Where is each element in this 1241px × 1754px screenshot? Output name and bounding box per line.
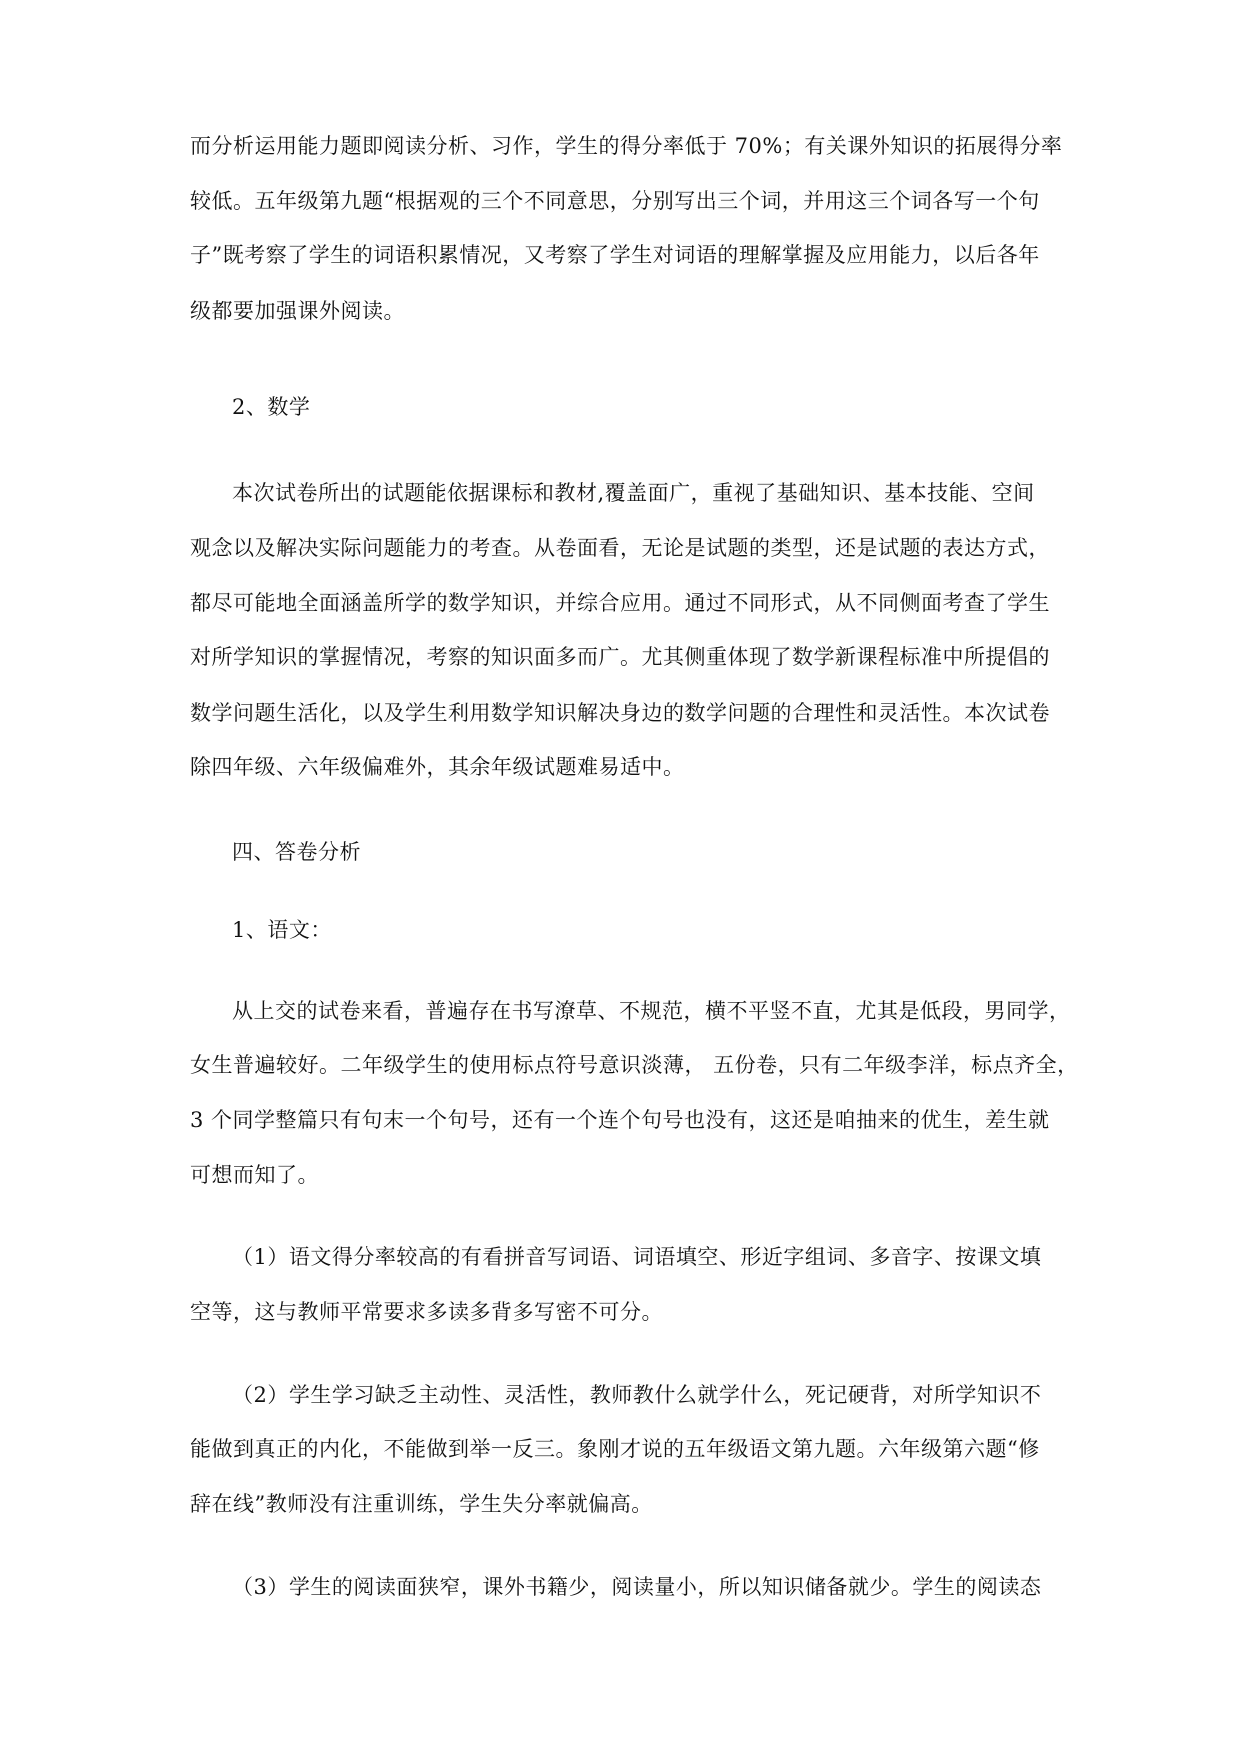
paragraph-line: 从上交的试卷来看，普遍存在书写潦草、不规范，横不平竖不直，尤其是低段，男同学， [232,999,1071,1023]
paragraph-line: 能做到真正的内化，不能做到举一反三。象刚才说的五年级语文第九题。六年级第六题“修 [190,1437,1040,1461]
paragraph-line: 本次试卷所出的试题能依据课标和教材,覆盖面广，重视了基础知识、基本技能、空间 [232,481,1035,505]
paragraph-line: 女生普遍较好。二年级学生的使用标点符号意识淡薄， 五份卷，只有二年级李洋，标点齐全， [190,1053,1079,1077]
paragraph-line: 较低。五年级第九题“根据观的三个不同意思，分别写出三个词，并用这三个词各写一个句 [190,189,1040,213]
paragraph-line: 对所学知识的掌握情况，考察的知识面多而广。尤其侧重体现了数学新课程标准中所提倡的 [190,645,1050,669]
paragraph-line: 级都要加强课外阅读。 [190,299,405,323]
section-heading-answer-analysis: 四、答卷分析 [232,840,361,864]
paragraph-line: 3 个同学整篇只有句末一个句号，还有一个连个句号也没有，这还是咱抽来的优生，差生就 [190,1108,1050,1132]
paragraph-line: 可想而知了。 [190,1163,319,1187]
section-heading-chinese: 1、语文： [232,918,332,942]
paragraph-line: 都尽可能地全面涵盖所学的数学知识，并综合应用。通过不同形式，从不同侧面考查了学生 [190,591,1050,615]
numbered-point-line: （1）语文得分率较高的有看拼音写词语、词语填空、形近字组词、多音字、按课文填 [232,1245,1042,1269]
paragraph-line: 除四年级、六年级偏难外，其余年级试题难易适中。 [190,755,685,779]
paragraph-line: 子”既考察了学生的词语积累情况，又考察了学生对词语的理解掌握及应用能力，以后各年 [190,243,1040,267]
paragraph-line: 空等，这与教师平常要求多读多背多写密不可分。 [190,1300,663,1324]
paragraph-line: 数学问题生活化，以及学生利用数学知识解决身边的数学问题的合理性和灵活性。本次试卷 [190,701,1050,725]
paragraph-line: 观念以及解决实际问题能力的考查。从卷面看，无论是试题的类型，还是试题的表达方式， [190,536,1050,560]
paragraph-line: 辞在线”教师没有注重训练，学生失分率就偏高。 [190,1492,653,1516]
numbered-point-line: （2）学生学习缺乏主动性、灵活性，教师教什么就学什么，死记硬背，对所学知识不 [232,1383,1042,1407]
paragraph-line: 而分析运用能力题即阅读分析、习作，学生的得分率低于 70%；有关课外知识的拓展得分率 [190,134,1063,158]
numbered-point-line: （3）学生的阅读面狭窄，课外书籍少，阅读量小，所以知识储备就少。学生的阅读态 [232,1575,1042,1599]
section-heading-math: 2、数学 [232,395,311,419]
